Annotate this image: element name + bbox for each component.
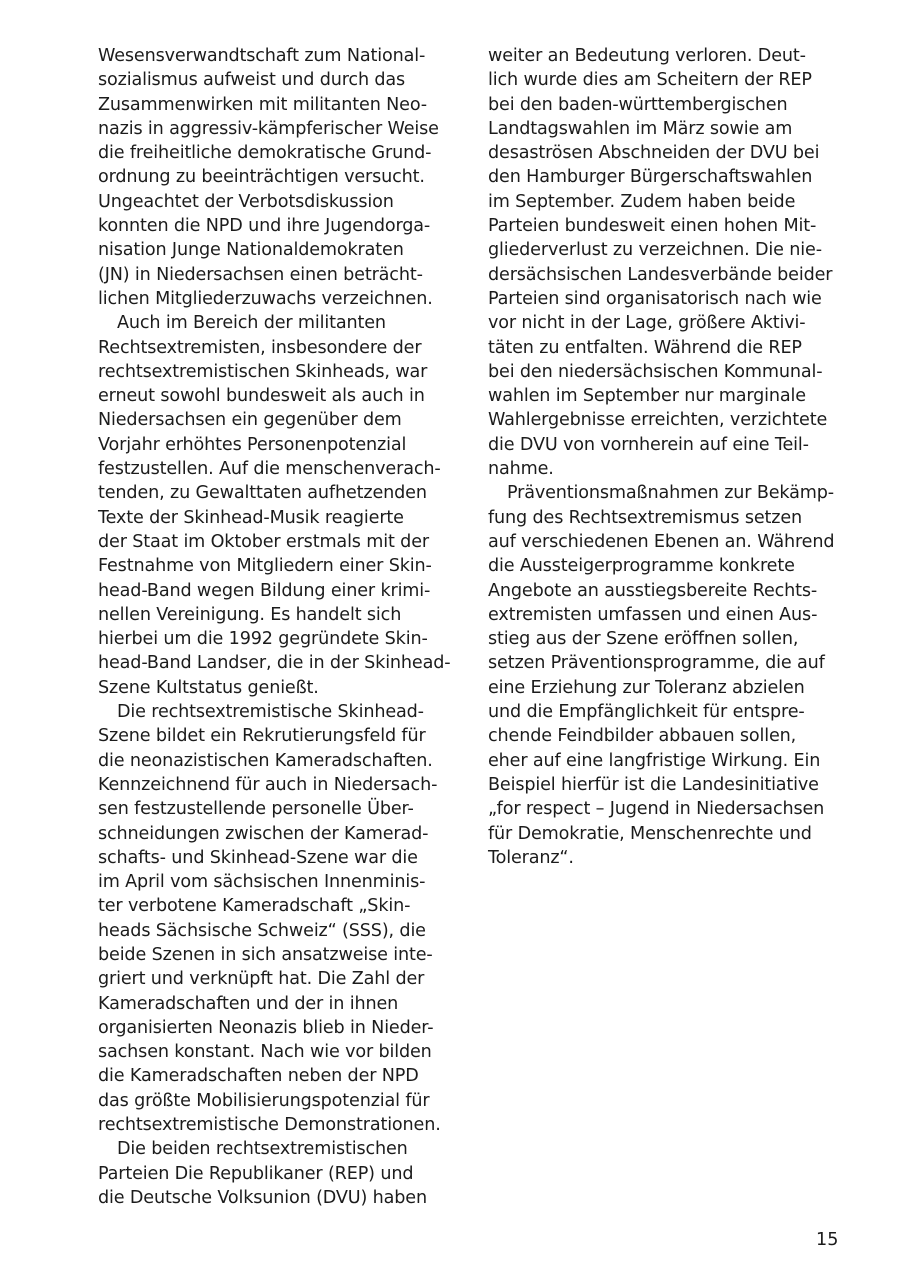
text-line: „for respect – Jugend in Niedersachsen (488, 799, 825, 820)
text-line: Parteien Die Republikaner (REP) und (98, 1163, 414, 1184)
text-line: Die beiden rechtsextremistischen (117, 1139, 408, 1160)
text-line: Auch im Bereich der militanten (117, 313, 386, 334)
page-number: 15 (816, 1230, 839, 1250)
text-line: nazis in aggressiv-kämpferischer Weise (98, 118, 439, 139)
text-line: organisierten Neonazis blieb in Nieder- (98, 1017, 434, 1038)
text-line: die Deutsche Volksunion (DVU) haben (98, 1187, 427, 1208)
text-line: Parteien bundesweit einen hohen Mit- (488, 216, 817, 237)
text-line: den Hamburger Bürgerschaftswahlen (488, 167, 813, 188)
text-line: nellen Vereinigung. Es handelt sich (98, 604, 402, 625)
text-line: rechtsextremistische Demonstrationen. (98, 1115, 441, 1136)
text-line: extremisten umfassen und einen Aus- (488, 604, 818, 625)
text-line: wahlen im September nur marginale (488, 386, 806, 407)
text-line: erneut sowohl bundesweit als auch in (98, 386, 425, 407)
text-line: Angebote an ausstiegsbereite Rechts- (488, 580, 818, 601)
text-line: Vorjahr erhöhtes Personenpotenzial (98, 434, 407, 455)
text-line: Wahlergebnisse erreichten, verzichtete (488, 410, 828, 431)
text-line: Parteien sind organisatorisch nach wie (488, 288, 822, 309)
text-line: der Staat im Oktober erstmals mit der (98, 531, 429, 552)
text-line: auf verschiedenen Ebenen an. Während (488, 531, 835, 552)
text-line: Präventionsmaßnahmen zur Bekämp- (507, 483, 834, 504)
text-line: weiter an Bedeutung verloren. Deut- (488, 46, 806, 66)
text-line: die freiheitliche demokratische Grund- (98, 143, 432, 164)
text-line: gliederverlust zu verzeichnen. Die nie- (488, 240, 822, 261)
text-line: griert und verknüpft hat. Die Zahl der (98, 969, 425, 990)
text-line: schneidungen zwischen der Kamerad- (98, 823, 429, 844)
text-line: sozialismus aufweist und durch das (98, 70, 406, 91)
text-line: Landtagswahlen im März sowie am (488, 118, 793, 139)
text-column-left (98, 44, 462, 1210)
text-line: Die rechtsextremistische Skinhead- (117, 702, 424, 723)
text-line: im April vom sächsischen Innenminis- (98, 872, 426, 893)
text-line: Kameradschaften und der in ihnen (98, 993, 399, 1014)
text-line: lichen Mitgliederzuwachs verzeichnen. (98, 288, 433, 309)
text-line: das größte Mobilisierungspotenzial für (98, 1090, 430, 1111)
text-line: Szene Kultstatus genießt. (98, 677, 319, 698)
text-line: stieg aus der Szene eröffnen sollen, (488, 629, 799, 650)
text-line: Texte der Skinhead-Musik reagierte (98, 507, 404, 528)
text-line: im September. Zudem haben beide (488, 191, 796, 212)
text-line: sachsen konstant. Nach wie vor bilden (98, 1042, 432, 1063)
text-line: eine Erziehung zur Toleranz abzielen (488, 677, 805, 698)
text-line: Kennzeichnend für auch in Niedersach- (98, 774, 438, 795)
text-line: (JN) in Niedersachsen einen beträcht- (98, 264, 423, 285)
text-line: Niedersachsen ein gegenüber dem (98, 410, 402, 431)
text-line: nahme. (488, 459, 554, 480)
text-line: lich wurde dies am Scheitern der REP (488, 70, 812, 91)
text-line: Beispiel hierfür ist die Landesinitiative (488, 774, 819, 795)
text-line: chende Feindbilder abbauen sollen, (488, 726, 797, 747)
text-line: dersächsischen Landesverbände beider (488, 264, 833, 285)
text-line: heads Sächsische Schweiz“ (SSS), die (98, 920, 426, 941)
text-line: für Demokratie, Menschenrechte und (488, 823, 812, 844)
text-line: bei den baden-württembergischen (488, 94, 788, 115)
text-line: festzustellen. Auf die menschenverach- (98, 459, 441, 480)
text-line: die Kameradschaften neben der NPD (98, 1066, 419, 1087)
text-line: schafts- und Skinhead-Szene war die (98, 847, 418, 868)
text-line: head-Band Landser, die in der Skinhead- (98, 653, 451, 674)
text-line: Zusammenwirken mit militanten Neo- (98, 94, 427, 115)
text-line: Ungeachtet der Verbotsdiskussion (98, 191, 394, 212)
text-line: vor nicht in der Lage, größere Aktivi- (488, 313, 806, 334)
text-line: bei den niedersächsischen Kommunal- (488, 361, 823, 382)
text-line: nisation Junge Nationaldemokraten (98, 240, 404, 261)
text-line: Rechtsextremisten, insbesondere der (98, 337, 422, 358)
text-line: hierbei um die 1992 gegründete Skin- (98, 629, 428, 650)
text-line: sen festzustellende personelle Über- (98, 799, 414, 820)
text-line: Wesensverwandtschaft zum National- (98, 46, 426, 66)
text-line: täten zu entfalten. Während die REP (488, 337, 802, 358)
text-line: Szene bildet ein Rekrutierungsfeld für (98, 726, 426, 747)
text-line: und die Empfänglichkeit für entspre- (488, 702, 805, 723)
text-column-right (488, 44, 852, 870)
text-line: die neonazistischen Kameradschaften. (98, 750, 433, 771)
text-line: setzen Präventionsprogramme, die auf (488, 653, 825, 674)
text-line: konnten die NPD und ihre Jugendorga- (98, 216, 431, 237)
text-line: Toleranz“. (488, 847, 574, 868)
text-line: die DVU von vornherein auf eine Teil- (488, 434, 809, 455)
text-line: rechtsextremistischen Skinheads, war (98, 361, 428, 382)
text-line: beide Szenen in sich ansatzweise inte- (98, 944, 433, 965)
text-line: tenden, zu Gewalttaten aufhetzenden (98, 483, 427, 504)
text-line: fung des Rechtsextremismus setzen (488, 507, 803, 528)
text-line: ter verbotene Kameradschaft „Skin- (98, 896, 411, 917)
text-line: die Aussteigerprogramme konkrete (488, 556, 795, 577)
text-line: eher auf eine langfristige Wirkung. Ein (488, 750, 821, 771)
text-line: Festnahme von Mitgliedern einer Skin- (98, 556, 432, 577)
text-line: head-Band wegen Bildung einer krimi- (98, 580, 431, 601)
text-line: desaströsen Abschneiden der DVU bei (488, 143, 820, 164)
text-line: ordnung zu beeinträchtigen versucht. (98, 167, 425, 188)
